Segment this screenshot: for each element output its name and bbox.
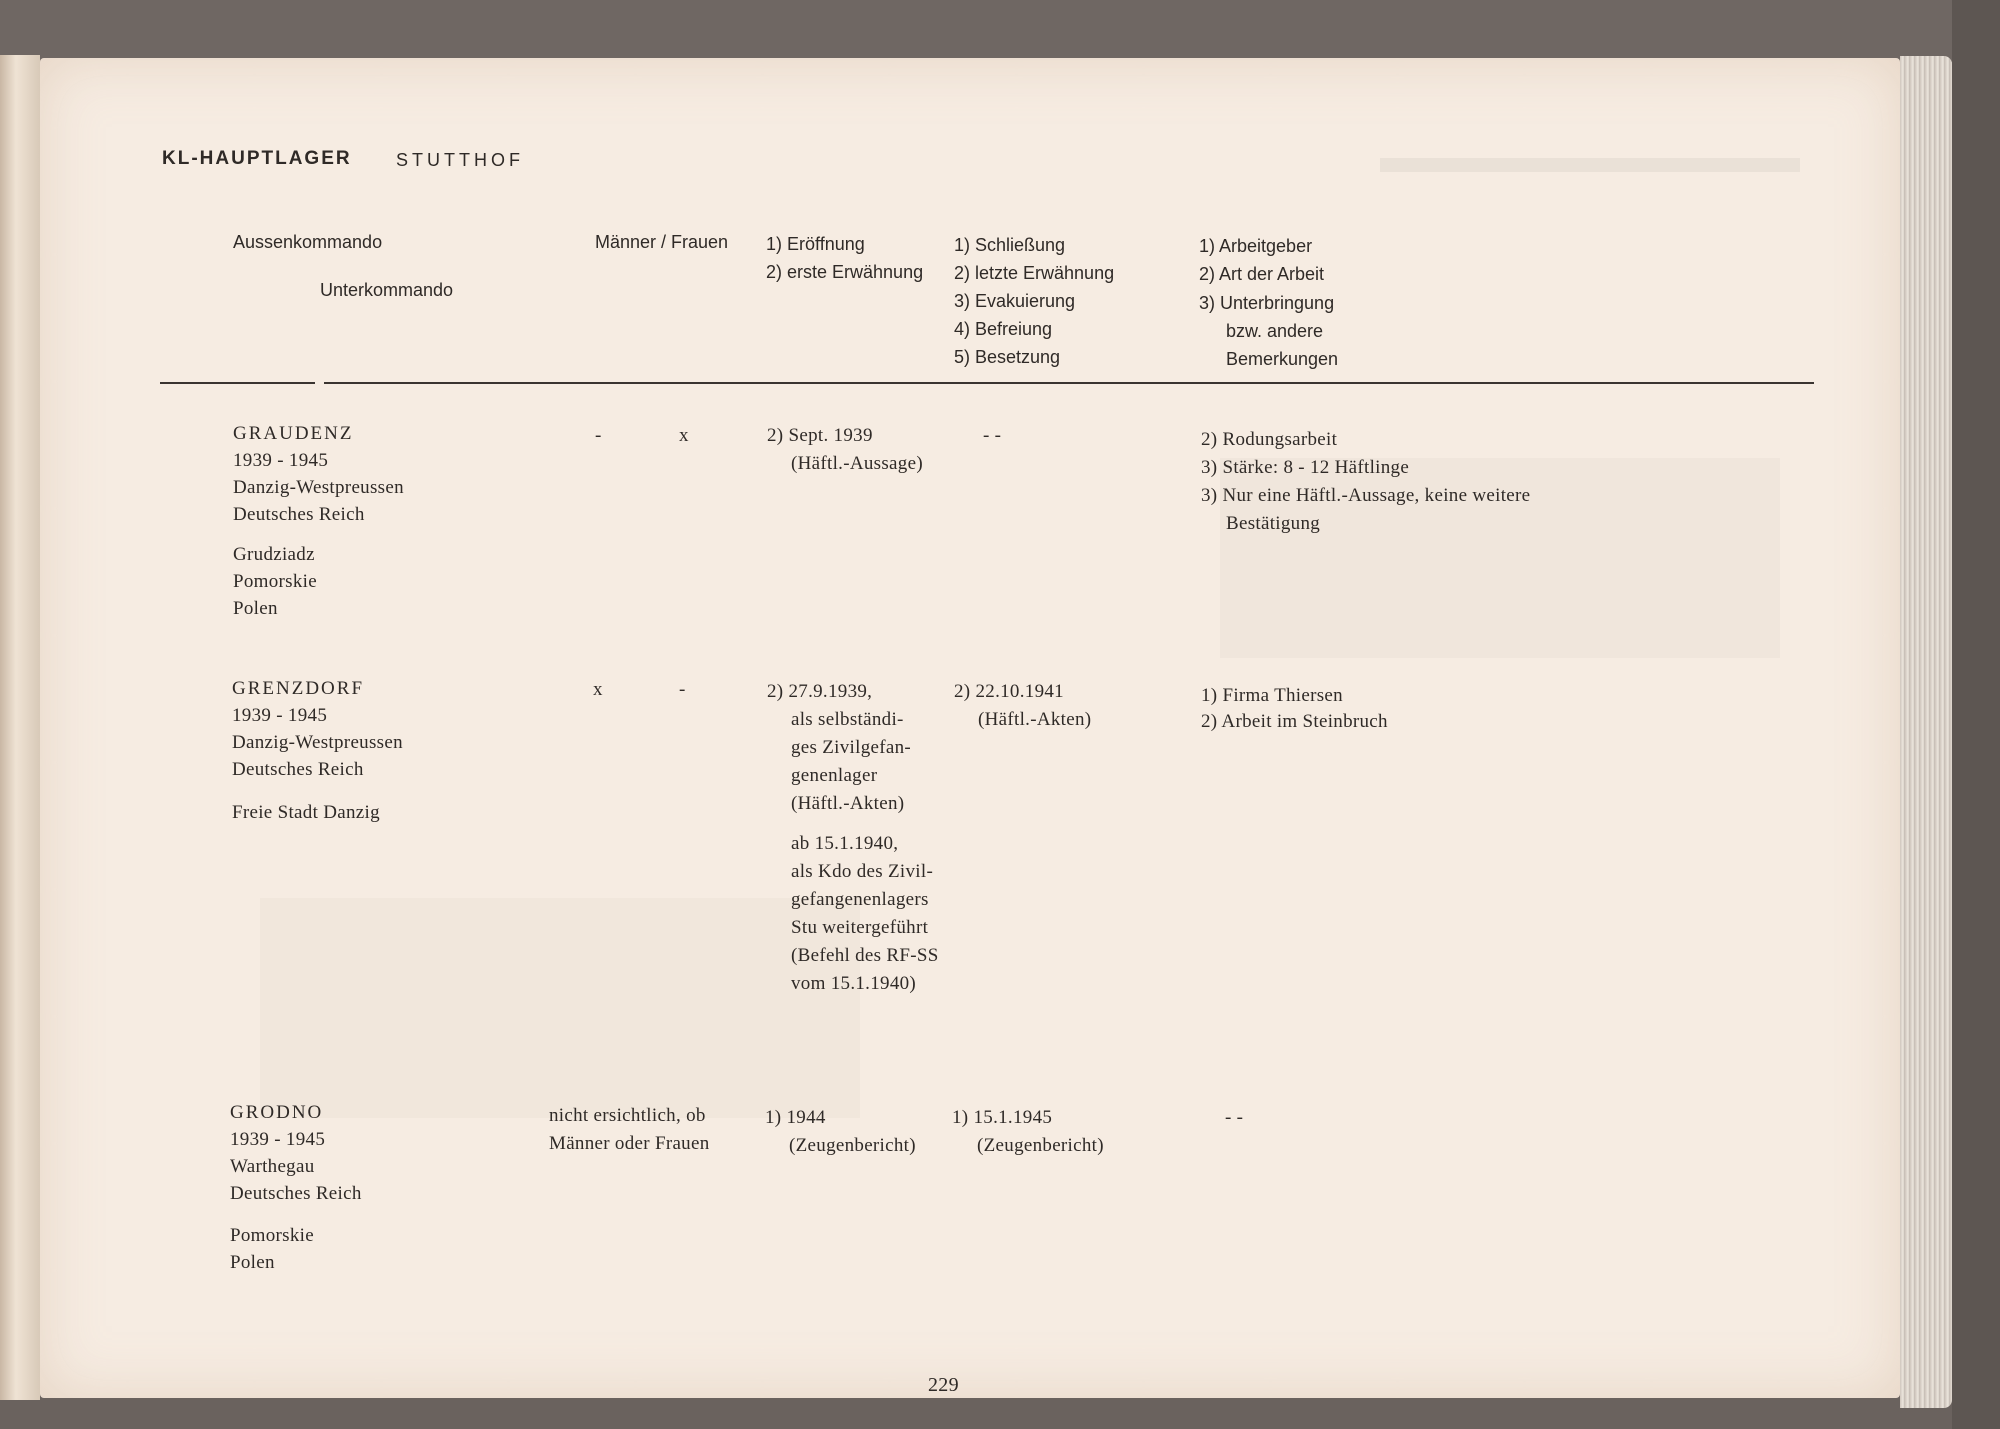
entry-opening-line: als Kdo des Zivil- [791,861,934,882]
entry-place-now-line: Polen [233,598,278,619]
entry-closing-line: (Häftl.-Akten) [978,709,1092,730]
book-page-stack [1900,56,1952,1408]
entry-men-mark: x [593,679,603,700]
entry-opening-line: gefangenenlagers [791,889,929,910]
show-through [260,898,860,1118]
entry-opening-line: (Häftl.-Akten) [791,793,905,814]
entry-place-line: Deutsches Reich [233,504,365,525]
entry-name: GRAUDENZ [233,423,354,444]
entry-opening-line: genenlager [791,765,878,786]
col3-heading-2: 2) erste Erwähnung [766,262,924,282]
col5-heading-1: 1) Arbeitgeber [1199,236,1313,256]
entry-remark-line: 3) Nur eine Häftl.-Aussage, keine weitere [1201,485,1531,506]
entry-place-line: 1939 - 1945 [232,705,328,726]
entry-place-line: Danzig-Westpreussen [232,732,403,753]
entry-closing-line: - - [983,425,1002,446]
entry-remark-line: 2) Rodungsarbeit [1201,429,1338,450]
entry-place-line: Deutsches Reich [232,759,364,780]
col1-heading-2: Unterkommando [320,280,454,300]
entry-opening-line: (Zeugenbericht) [789,1135,916,1156]
col5-heading-4: bzw. andere [1226,321,1324,341]
page-header-title: KL-HAUPTLAGER [162,148,352,169]
book-page [40,58,1900,1398]
entry-women-mark: x [679,425,689,446]
entry-men-women-note: Männer oder Frauen [549,1133,710,1154]
col5-heading-5: Bemerkungen [1226,349,1339,369]
entry-place-now-line: Pomorskie [233,571,317,592]
entry-remark-line: 2) Arbeit im Steinbruch [1201,711,1388,732]
entry-remark-line: Bestätigung [1226,513,1321,534]
col5-heading-2: 2) Art der Arbeit [1199,264,1325,284]
entry-place-line: Danzig-Westpreussen [233,477,404,498]
header-rule-segment [160,382,315,384]
background-bottom [0,1393,2000,1429]
entry-place-now-line: Grudziadz [233,544,315,565]
entry-remark-line: 1) Firma Thiersen [1201,685,1343,706]
entry-men-mark: - [595,425,602,446]
entry-place-line: 1939 - 1945 [233,450,329,471]
entry-closing-line: 2) 22.10.1941 [954,681,1064,702]
col4-heading-1: 1) Schließung [954,235,1066,255]
entry-men-women-note: nicht ersichtlich, ob [549,1105,706,1126]
entry-opening-line: 2) 27.9.1939, [767,681,873,702]
background-top [0,0,2000,62]
entry-opening-line: ab 15.1.1940, [791,833,899,854]
entry-place-now-line: Polen [230,1252,275,1273]
page-number: 229 [928,1374,959,1396]
show-through [1380,158,1800,172]
col4-heading-3: 3) Evakuierung [954,291,1076,311]
entry-place-now-line: Pomorskie [230,1225,314,1246]
col4-heading-5: 5) Besetzung [954,347,1061,367]
book-binding-edge [0,55,40,1400]
entry-opening-line: 2) Sept. 1939 [767,425,873,446]
entry-closing-line: (Zeugenbericht) [977,1135,1104,1156]
col5-heading-3: 3) Unterbringung [1199,293,1335,313]
entry-opening-line: ges Zivilgefan- [791,737,912,758]
entry-women-mark: - [679,679,686,700]
col4-heading-2: 2) letzte Erwähnung [954,263,1115,283]
entry-opening-line: (Befehl des RF-SS [791,945,939,966]
entry-opening-line: als selbständi- [791,709,904,730]
entry-opening-line: 1) 1944 [765,1107,826,1128]
page-header-camp: STUTTHOF [396,150,524,170]
background-right [1952,0,2000,1429]
col4-heading-4: 4) Befreiung [954,319,1053,339]
entry-opening-line: vom 15.1.1940) [791,973,917,994]
entry-opening-line: (Häftl.-Aussage) [791,453,923,474]
entry-remark-line: 3) Stärke: 8 - 12 Häftlinge [1201,457,1410,478]
entry-place-line: 1939 - 1945 [230,1129,326,1150]
header-rule [324,382,1814,384]
entry-name: GRODNO [230,1102,324,1123]
col1-heading-1: Aussenkommando [233,232,383,252]
entry-name: GRENZDORF [232,678,365,699]
entry-opening-line: Stu weitergeführt [791,917,929,938]
entry-closing-line: 1) 15.1.1945 [952,1107,1053,1128]
entry-place-line: Deutsches Reich [230,1183,362,1204]
col3-heading-1: 1) Eröffnung [766,234,865,254]
entry-place-line: Warthegau [230,1156,315,1177]
entry-place-now-line: Freie Stadt Danzig [232,802,380,823]
entry-remark-line: - - [1225,1107,1244,1128]
col2-heading: Männer / Frauen [595,232,729,252]
